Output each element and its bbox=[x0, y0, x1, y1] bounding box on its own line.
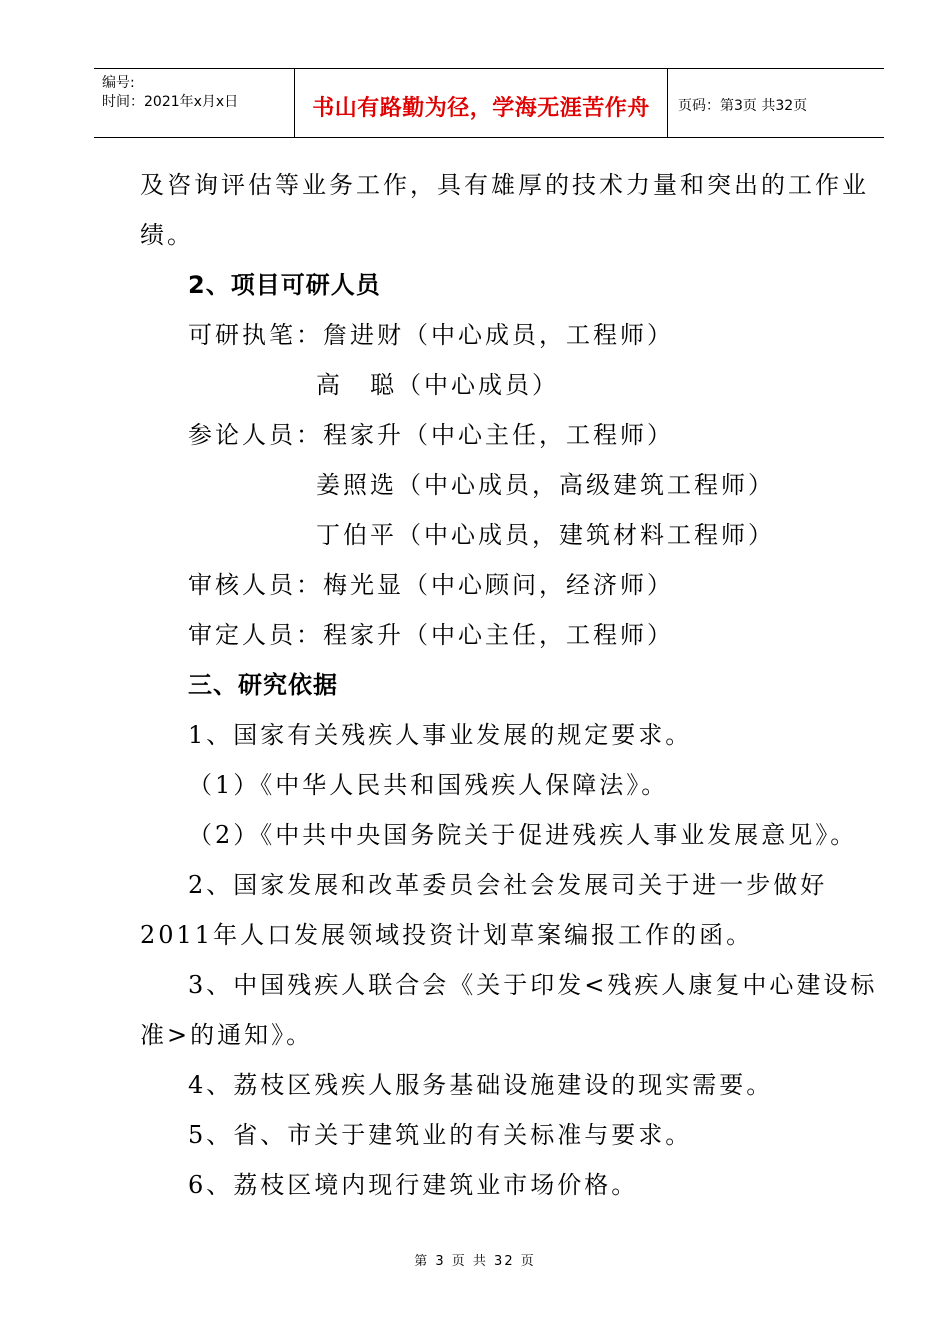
page-footer: 第 3 页 共 32 页 bbox=[414, 1254, 536, 1269]
section-heading: 三、研究依据 bbox=[188, 671, 338, 699]
body-line: 1、国家有关残疾人事业发展的规定要求。 bbox=[188, 721, 693, 749]
document-number-label: 编号: bbox=[102, 75, 135, 91]
header-motto-cell bbox=[294, 69, 668, 137]
header-page-cell bbox=[668, 69, 884, 137]
body-line: 姜照选（中心成员，高级建筑工程师） bbox=[316, 471, 775, 499]
header-page-info: 页码：第3页 共32页 bbox=[678, 98, 808, 114]
page-header bbox=[94, 68, 884, 138]
body-line: （2）《中共中央国务院关于促进残疾人事业发展意见》。 bbox=[188, 821, 858, 849]
body-line: （1）《中华人民共和国残疾人保障法》。 bbox=[188, 771, 669, 799]
body-line: 可研执笔：詹进财（中心成员，工程师） bbox=[188, 321, 674, 349]
header-info-cell bbox=[94, 69, 294, 137]
body-line: 绩。 bbox=[140, 221, 194, 249]
document-time-label: 时间：2021年x月x日 bbox=[102, 94, 239, 110]
section-heading: 2、项目可研人员 bbox=[188, 271, 381, 299]
body-line: 2、国家发展和改革委员会社会发展司关于进一步做好 bbox=[188, 871, 828, 899]
body-line: 准>的通知》。 bbox=[140, 1021, 314, 1049]
body-line: 2011年人口发展领域投资计划草案编报工作的函。 bbox=[140, 921, 754, 949]
body-line: 4、荔枝区残疾人服务基础设施建设的现实需要。 bbox=[188, 1071, 774, 1099]
body-line: 高 聪（中心成员） bbox=[316, 371, 559, 399]
body-line: 参论人员：程家升（中心主任，工程师） bbox=[188, 421, 674, 449]
body-line: 丁伯平（中心成员，建筑材料工程师） bbox=[316, 521, 775, 549]
body-line: 6、荔枝区境内现行建筑业市场价格。 bbox=[188, 1171, 639, 1199]
body-line: 3、中国残疾人联合会《关于印发<残疾人康复中心建设标 bbox=[188, 971, 878, 999]
body-line: 5、省、市关于建筑业的有关标准与要求。 bbox=[188, 1121, 693, 1149]
body-line: 审定人员：程家升（中心主任，工程师） bbox=[188, 621, 674, 649]
body-line: 及咨询评估等业务工作，具有雄厚的技术力量和突出的工作业 bbox=[140, 171, 869, 199]
header-motto: 书山有路勤为径，学海无涯苦作舟 bbox=[312, 96, 650, 121]
body-line: 审核人员：梅光显（中心顾问，经济师） bbox=[188, 571, 674, 599]
